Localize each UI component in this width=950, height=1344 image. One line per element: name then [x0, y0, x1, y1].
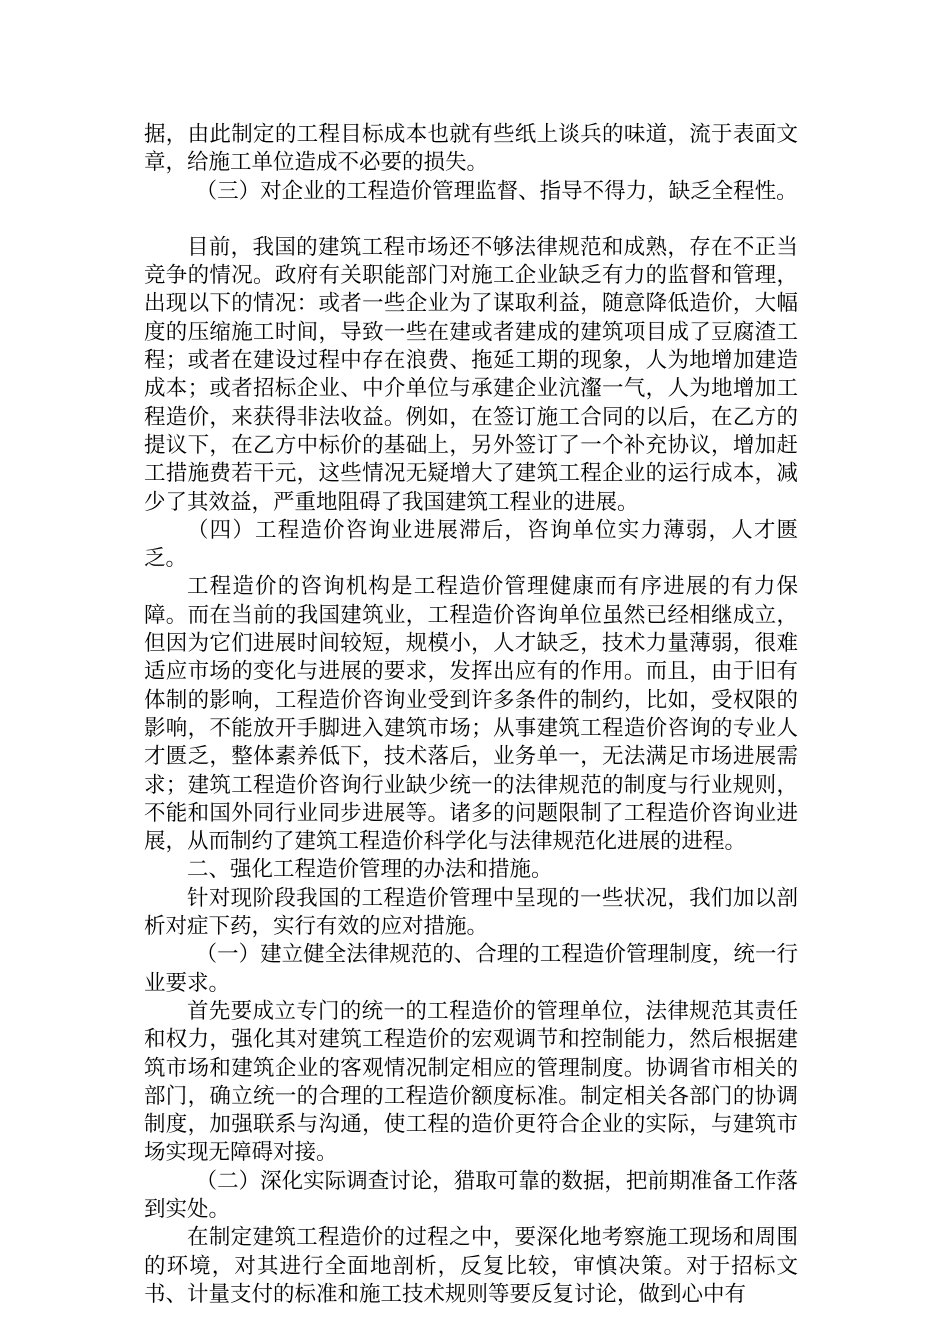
paragraph-continuation: 据，由此制定的工程目标成本也就有些纸上谈兵的味道，流于表面文章，给施工单位造成不必要的损失。 — [144, 122, 798, 176]
paragraph-consulting: 工程造价的咨询机构是工程造价管理健康而有序进展的有力保障。而在当前的我国建筑业，工程造价咨询单位虽然已经相继成立，但因为它们进展时间较短，规模小，人才缺乏，技术力量薄弱，很难适应市场的变化与进展的要求，发挥出应有的作用。而且，由于旧有体制的影响，工程造价咨询业受到许多条件的制约，比如，受权限的影响，不能放开手脚进入建筑市场；从事建筑工程造价咨询的专业人才匮乏，整体素养低下，技术落后，业务单一，无法满足市场进展需求；建筑工程造价咨询行业缺少统一的法律规范的制度与行业规则，不能和国外同行业同步进展等。诸多的问题限制了工程造价咨询业进展，从而制约了建筑工程造价科学化与法律规范化进展的进程。 — [144, 574, 798, 855]
paragraph-investigation: 在制定建筑工程造价的过程之中，要深化地考察施工现场和周围的环境，对其进行全面地剖析，反复比较，审慎决策。对于招标文书、计量支付的标准和施工技术规则等要反复讨论，做到心中有 — [144, 1225, 798, 1307]
section-heading-2: 二、强化工程造价管理的办法和措施。 — [187, 857, 553, 883]
subsection-heading-2: （二）深化实际调查讨论，猎取可靠的数据，把前期准备工作落到实处。 — [144, 1168, 798, 1222]
paragraph-supervision: 目前，我国的建筑工程市场还不够法律规范和成熟，存在不正当竞争的情况。政府有关职能部门对施工企业缺乏有力的监督和管理，出现以下的情况：或者一些企业为了谋取利益，随意降低造价，大幅度的压缩施工时间，导致一些在建或者建成的建筑项目成了豆腐渣工程；或者在建设过程中存在浪费、拖延工期的现象，人为地增加建造成本；或者招标企业、中介单位与承建企业沆瀣一气，人为地增加工程造价，来获得非法收益。例如，在签订施工合同的以后，在乙方的提议下，在乙方中标价的基础上，另外签订了一个补充协议，增加赶工措施费若干元，这些情况无疑增大了建筑工程企业的运行成本，减少了其效益，严重地阻碍了我国建筑工程业的进展。 — [144, 234, 798, 515]
blank-line — [144, 206, 798, 234]
section-heading-4: （四）工程造价咨询业进展滞后，咨询单位实力薄弱，人才匮乏。 — [144, 517, 798, 572]
paragraph-management-unit: 首先要成立专门的统一的工程造价的管理单位，法律规范其责任和权力，强化其对建筑工程造价的宏观调节和控制能力，然后根据建筑市场和建筑企业的客观情况制定相应的管理制度。协调省市相关的部门，确立统一的合理的工程造价额度标准。制定相关各部门的协调制度，加强联系与沟通，使工程的造价更符合企业的实际，与建筑市场实现无障碍对接。 — [144, 998, 798, 1166]
document-page — [144, 121, 798, 1309]
subsection-heading-1: （一）建立健全法律规范的、合理的工程造价管理制度，统一行业要求。 — [144, 942, 798, 996]
section-heading-3: （三）对企业的工程造价管理监督、指导不得力，缺乏全程性。 — [195, 178, 798, 204]
paragraph-measures-intro: 针对现阶段我国的工程造价管理中呈现的一些状况，我们加以剖析对症下药，实行有效的应对措施。 — [144, 885, 798, 940]
